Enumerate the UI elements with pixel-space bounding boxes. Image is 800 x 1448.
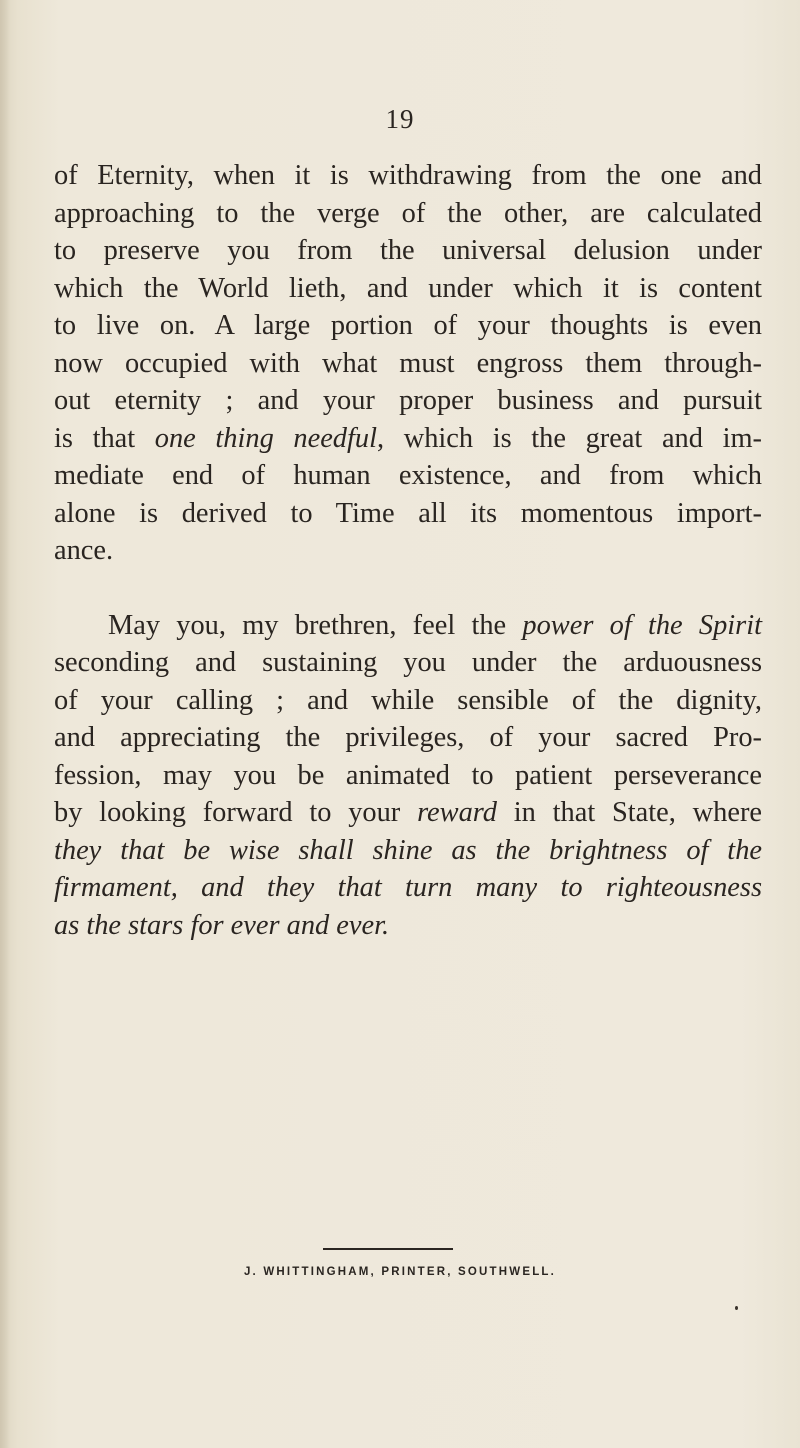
italic-phrase: they that be wise shall shine as the brightness of the <box>54 834 762 866</box>
text-line: seconding and sustaining you under the arduousness <box>54 647 762 678</box>
italic-phrase: firmament, and they that turn many to righteousness <box>54 872 762 903</box>
text-line: now occupied with what must engross them through- <box>54 347 762 379</box>
text-line: of your calling ; and while sensible of the dignity, <box>54 684 762 716</box>
italic-phrase: as the stars for ever and ever. <box>54 909 390 941</box>
page-binding-edge <box>0 0 10 1448</box>
paragraph-gap <box>54 570 762 607</box>
text-line <box>54 832 762 870</box>
text-run: is that <box>54 422 155 454</box>
text-line: to preserve you from the universal delusion under <box>54 235 762 266</box>
text-line: which the World lieth, and under which it is content <box>54 272 762 304</box>
text-line: fession, may you be animated to patient perseverance <box>54 759 762 791</box>
text-run: May you, my brethren, feel the <box>108 609 523 641</box>
text-line <box>54 420 762 458</box>
text-line: out eternity ; and your proper business and pursuit <box>54 385 762 416</box>
paragraph-1 <box>54 157 762 570</box>
italic-phrase: reward <box>417 797 497 828</box>
text-line: and appreciating the privileges, of your sacred Pro- <box>54 722 762 753</box>
text-line <box>54 907 762 945</box>
text-line: mediate end of human existence, and from which <box>54 460 762 491</box>
italic-phrase: one thing needful <box>154 422 377 454</box>
page-number: 19 <box>385 104 415 134</box>
text-run: , which is the great and im- <box>376 422 762 454</box>
text-line: approaching to the verge of the other, are calculated <box>54 197 762 229</box>
paragraph-2 <box>54 607 762 945</box>
text-run: in that State, where <box>496 797 762 828</box>
text-run: by looking forward to your <box>54 797 418 828</box>
text-line: alone is derived to Time all its momentous import- <box>54 497 762 529</box>
italic-phrase: power of the Spirit <box>522 609 762 641</box>
ink-speck <box>735 1306 738 1310</box>
printer-rule <box>323 1248 453 1250</box>
body-text <box>54 157 762 944</box>
text-line: ance. <box>54 535 114 566</box>
text-line: to live on. A large portion of your thoughts is even <box>54 310 762 341</box>
text-line <box>54 869 762 907</box>
text-line <box>54 794 762 832</box>
text-line: of Eternity, when it is withdrawing from the one and <box>54 160 762 191</box>
printer-imprint: J. WHITTINGHAM, PRINTER, SOUTHWELL. <box>243 1266 557 1278</box>
text-line <box>54 607 762 645</box>
